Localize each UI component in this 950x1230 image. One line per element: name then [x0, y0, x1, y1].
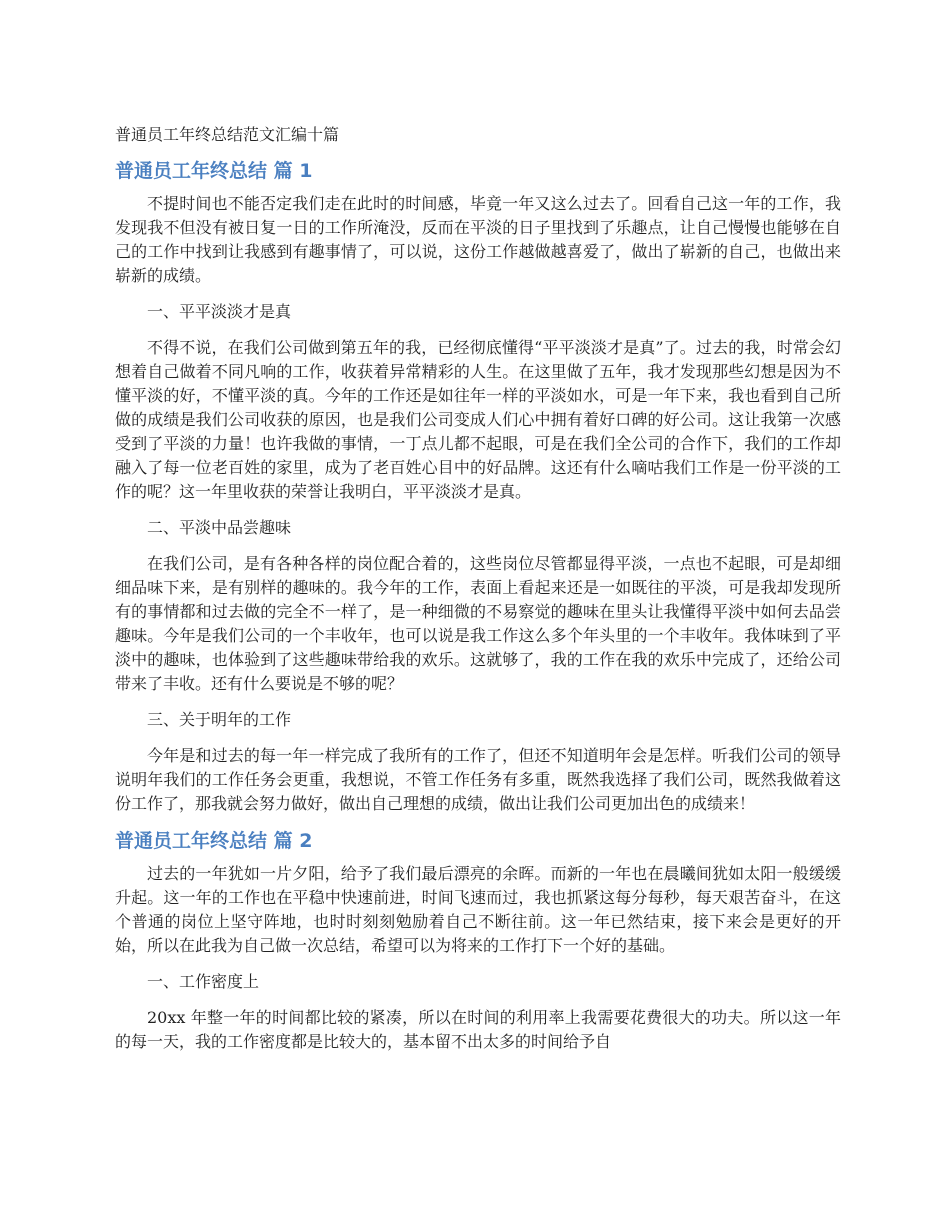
subsection-heading: 二、平淡中品尝趣味	[147, 518, 292, 537]
section-1	[115, 158, 841, 816]
section-heading: 普通员工年终总结 篇 1	[115, 160, 313, 182]
document-title: 普通员工年终总结范文汇编十篇	[115, 125, 340, 144]
subsection-heading: 一、平平淡淡才是真	[147, 302, 292, 321]
section-2	[115, 828, 841, 1054]
paragraph: 不得不说，在我们公司做到第五年的我，已经彻底懂得“平平淡淡才是真”了。过去的我，时常会幻想着自己做着不同凡响的工作，收获着异常精彩的人生。在这里做了五年，我才发现那些幻想是因为不懂平淡的好，不懂平淡的真。今年的工作还是如往年一样的平淡如水，可是一年下来，我也看到自己所做的成绩是我们公司收获的原因，也是我们公司变成人们心中拥有着好口碑的好公司。这让我第一次感受到了平淡的力量！也许我做的事情，一丁点儿都不起眼，可是在我们全公司的合作下，我们的工作却融入了每一位老百姓的家里，成为了老百姓心目中的好品牌。这还有什么嘀咕我们工作是一份平淡的工作的呢？这一年里收获的荣誉让我明白，平平淡淡才是真。	[115, 338, 841, 501]
paragraph: 今年是和过去的每一年一样完成了我所有的工作了，但还不知道明年会是怎样。听我们公司的领导说明年我们的工作任务会更重，我想说，不管工作任务有多重，既然我选择了我们公司，既然我做着这份工作了，那我就会努力做好，做出自己理想的成绩，做出让我们公司更加出色的成绩来！	[115, 746, 841, 813]
section-heading: 普通员工年终总结 篇 2	[115, 830, 313, 852]
subsection-heading: 三、关于明年的工作	[147, 710, 292, 729]
paragraph: 不提时间也不能否定我们走在此时的时间感，毕竟一年又这么过去了。回看自己这一年的工作，我发现我不但没有被日复一日的工作所淹没，反而在平淡的日子里找到了乐趣点，让自己慢慢也能够在自己的工作中找到让我感到有趣事情了，可以说，这份工作越做越喜爱了，做出了崭新的自己，也做出来崭新的成绩。	[115, 194, 841, 285]
document-page	[115, 122, 841, 1066]
paragraph: 20xx 年整一年的时间都比较的紧凑，所以在时间的利用率上我需要花费很大的功夫。所以这一年的每一天，我的工作密度都是比较大的，基本留不出太多的时间给予自	[115, 1008, 841, 1051]
paragraph: 过去的一年犹如一片夕阳，给予了我们最后漂亮的余晖。而新的一年也在晨曦间犹如太阳一般缓缓升起。这一年的工作也在平稳中快速前进，时间飞速而过，我也抓紧这每分每秒，每天艰苦奋斗，在这个普通的岗位上坚守阵地，也时时刻刻勉励着自己不断往前。这一年已然结束，接下来会是更好的开始，所以在此我为自己做一次总结，希望可以为将来的工作打下一个好的基础。	[115, 864, 841, 955]
paragraph: 在我们公司，是有各种各样的岗位配合着的，这些岗位尽管都显得平淡，一点也不起眼，可是却细细品味下来，是有别样的趣味的。我今年的工作，表面上看起来还是一如既往的平淡，可是我却发现所有的事情都和过去做的完全不一样了，是一种细微的不易察觉的趣味在里头让我懂得平淡中如何去品尝趣味。今年是我们公司的一个丰收年，也可以说是我工作这么多个年头里的一个丰收年。我体味到了平淡中的趣味，也体验到了这些趣味带给我的欢乐。这就够了，我的工作在我的欢乐中完成了，还给公司带来了丰收。还有什么要说是不够的呢？	[115, 554, 841, 693]
subsection-heading: 一、工作密度上	[147, 972, 260, 991]
